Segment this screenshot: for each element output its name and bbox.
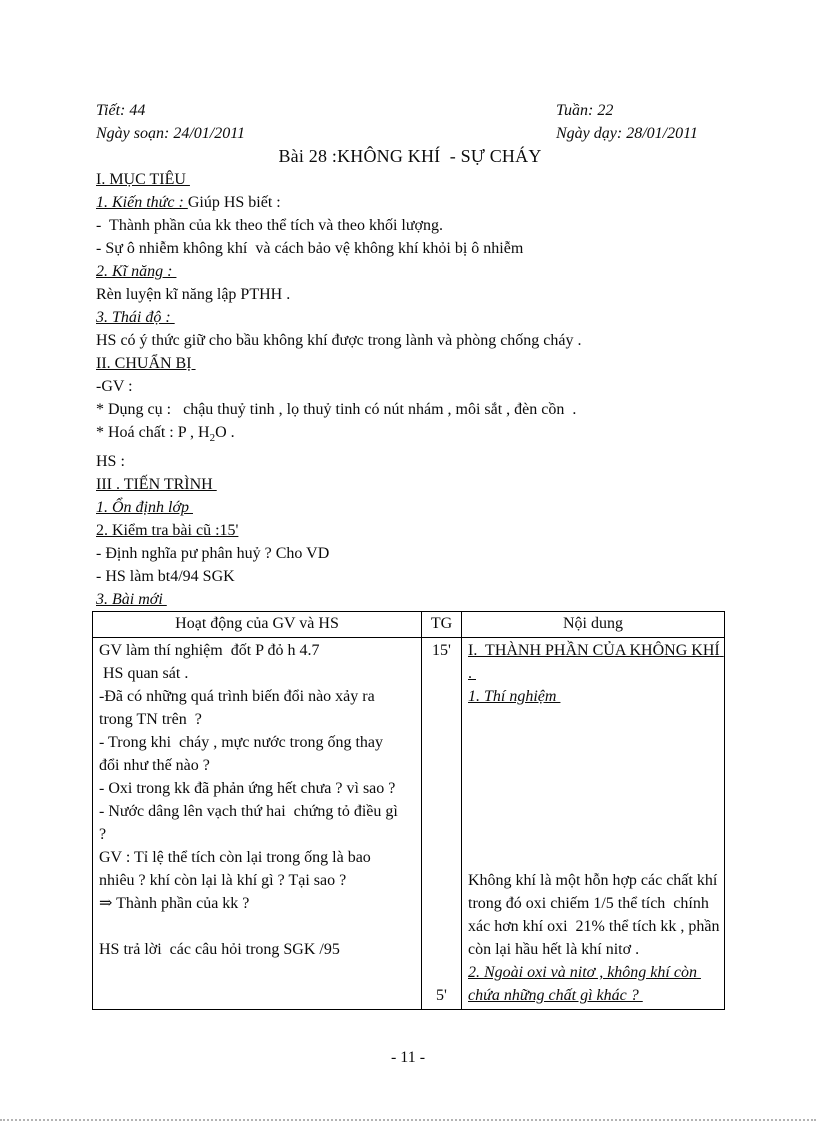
thai-do-text: HS có ý thức giữ cho bầu không khí được trong lành và phòng chống cháy . (96, 332, 582, 349)
on-dinh-label: 1. Ổn định lớp (96, 499, 193, 517)
gv-line: -GV : (96, 378, 133, 395)
content-sub2-label: 2. Ngoài oxi và nitơ , không khí còn chứa những chất gì khác ? (468, 964, 701, 1005)
activity-line-2: HS quan sát . (99, 665, 189, 683)
activity-cell (93, 638, 422, 1010)
content-gap (468, 708, 720, 869)
kien-thuc-line (96, 191, 724, 214)
meta-row-1 (96, 99, 724, 122)
table-header-noi-dung: Nội dung (462, 612, 725, 638)
tiet-label: Tiết: 44 (96, 102, 146, 119)
tg-value-top: 15' (432, 642, 451, 660)
table-header-activity: Hoạt động của GV và HS (93, 612, 422, 638)
page-number: - 11 - (390, 1049, 426, 1066)
activity-line-4: - Trong khi cháy , mực nước trong ống thay đổi như thế nào ? (99, 734, 387, 775)
activity-line-3: -Đã có những quá trình biến đổi nào xảy ra trong TN trên ? (99, 688, 379, 729)
thai-do-line (96, 306, 724, 329)
activity-line-1: GV làm thí nghiệm đốt P đỏ h 4.7 (99, 642, 320, 660)
lesson-title: Bài 28 :KHÔNG KHÍ - SỰ CHÁY (278, 146, 542, 166)
dung-cu-line: * Dụng cụ : chậu thuỷ tinh , lọ thuỷ tinh có nút nhám , môi sắt , đèn cồn . (96, 401, 577, 418)
tg-cell (422, 638, 462, 1010)
page-edge-dotted-line (0, 1119, 816, 1121)
thai-do-label: 3. Thái độ : (96, 309, 175, 326)
tuan-label: Tuần: 22 (556, 102, 614, 119)
tg-value-bottom: 5' (436, 987, 447, 1005)
table-header-tg: TG (422, 612, 462, 638)
section-chuan-bi-heading: II. CHUẨN BỊ (96, 355, 196, 372)
section-muc-tieu-heading: I. MỤC TIÊU (96, 171, 190, 188)
hs-line: HS : (96, 453, 125, 471)
hoa-chat-subscript: 2 (209, 432, 216, 445)
activity-blank-line (99, 915, 405, 938)
section-tien-trinh-heading: III . TIẾN TRÌNH (96, 476, 217, 494)
kiem-tra-item-2: - HS làm bt4/94 SGK (96, 568, 235, 586)
muc-tieu-bullet-1: - Thành phần của kk theo thể tích và theo khối lượng. (96, 217, 443, 234)
ngay-soan-label: Ngày soạn: 24/01/2011 (96, 125, 246, 142)
on-dinh-line (96, 496, 724, 519)
ki-nang-label: 2. Kĩ năng : (96, 263, 177, 280)
hoa-chat-line (96, 421, 724, 450)
content-paragraph: Không khí là một hỗn hợp các chất khí trong đó oxi chiếm 1/5 thể tích chính xác hơn khí oxi 21% thể tích kk , phần còn lại hầu hết là khí nitơ . (468, 872, 724, 959)
content-sub2-line (468, 961, 720, 1007)
kiem-tra-item-1: - Định nghĩa pư phân huỷ ? Cho VD (96, 545, 330, 563)
hoa-chat-text: * Hoá chất : P , H (96, 424, 210, 441)
ngay-day-label: Ngày dạy: 28/01/2011 (556, 125, 698, 142)
activity-line-5: - Oxi trong kk đã phản ứng hết chưa ? vì sao ? (99, 780, 396, 798)
activity-line-7: GV : Tỉ lệ thể tích còn lại trong ống là bao nhiêu ? khí còn lại là khí gì ? Tại sao ? (99, 849, 375, 890)
content-sub1-line (468, 685, 720, 708)
lesson-activity-table (92, 611, 725, 1010)
activity-line-6: - Nước dâng lên vạch thứ hai chứng tỏ điều gì ? (99, 803, 402, 844)
content-section-heading: I. THÀNH PHẦN CỦA KHÔNG KHÍ . (468, 642, 724, 683)
document-content (96, 99, 724, 1010)
kien-thuc-label: 1. Kiến thức : (96, 194, 188, 211)
activity-line-8: ⇒ Thành phần của kk ? (99, 895, 250, 913)
table-header-row (93, 612, 725, 638)
hoa-chat-text-end: O . (215, 424, 235, 441)
content-cell (462, 638, 725, 1010)
ki-nang-line (96, 260, 724, 283)
ki-nang-text: Rèn luyện kĩ năng lập PTHH . (96, 286, 291, 303)
activity-line-9: HS trả lời các câu hỏi trong SGK /95 (99, 941, 340, 959)
bai-moi-line (96, 588, 724, 611)
table-body-row (93, 638, 725, 1010)
kien-thuc-text: Giúp HS biết : (187, 194, 281, 211)
meta-row-2 (96, 122, 724, 145)
content-sub1-label: 1. Thí nghiệm (468, 688, 561, 706)
bai-moi-label: 3. Bài mới (96, 591, 167, 609)
kiem-tra-line: 2. Kiểm tra bài cũ :15' (96, 522, 239, 540)
muc-tieu-bullet-2: - Sự ô nhiễm không khí và cách bảo vệ không khí khỏi bị ô nhiễm (96, 240, 524, 257)
